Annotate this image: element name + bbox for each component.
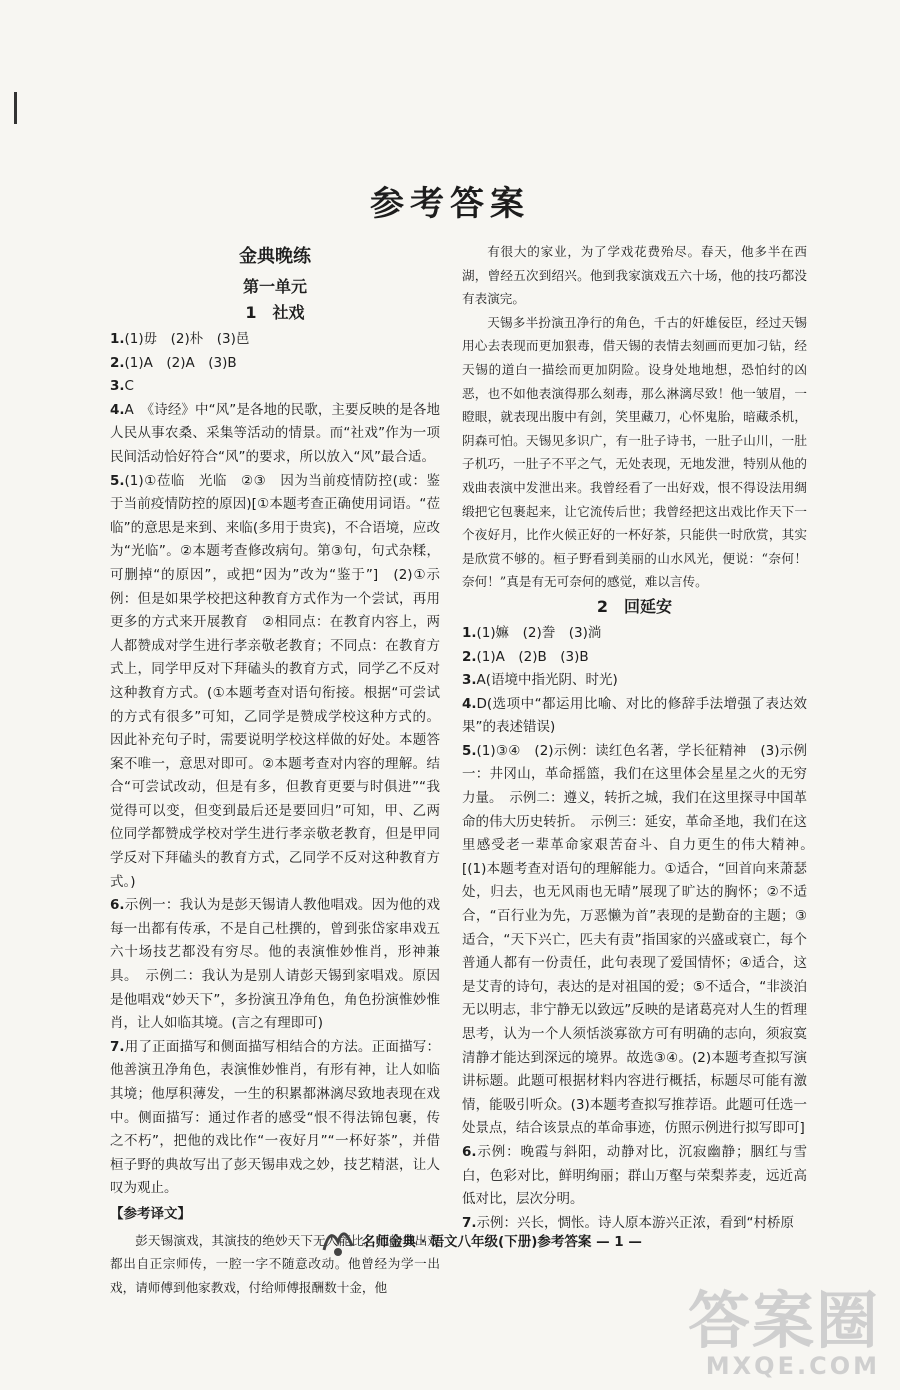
right-column [462, 240, 821, 1235]
answer-text: (1)A (2)A (3)B [124, 354, 237, 371]
answer-text: (1)嫲 (2)誊 (3)淌 [476, 624, 602, 641]
answer-item [110, 894, 440, 1036]
answer-number: 1. [462, 624, 477, 641]
answer-item [462, 669, 807, 693]
left-column [110, 240, 440, 1299]
answer-item [462, 1141, 807, 1212]
answer-number: 7. [110, 1038, 125, 1055]
answer-text: 示例一：我认为是彭天锡请人教他唱戏。因为他的戏每一出都有传承，不是自己杜撰的，曾到张岱家串戏五六十场技艺都没有穷尽。他的表演惟妙惟肖，形神兼具。 示例二：我认为是别人请彭天锡到家唱戏。原因是他唱戏“妙天下”，多扮演丑净角色，角色扮演惟妙惟肖，让人如临其境。(言之有理即可) [110, 897, 440, 1032]
answer-text: (1)③④ (2)示例：读红色名著，学长征精神 (3)示例一：井冈山，革命摇篮，我们在这里体会星星之火的无穷力量。 示例二：遵义，转折之城，我们在这里探寻中国革命的伟大历史转折。 示例三：延安，革命圣地，我们在这里感受老一辈革命家艰苦奋斗、自力更生的伟大精神。 [(1)本题考查对语句的理解能力。①适合，“回首向来萧瑟处，归去，也无风雨也无晴”展现了旷达的胸怀；②不适合，“百行业为先，万恶懒为首”表现的是勤奋的主题；③适合，“天下兴亡，匹夫有责”指国家的兴盛或衰亡，每个普通人都有一份责任，此句表现了爱国情怀；④适合，这是艾青的诗句，表达的是对祖国的爱；⑤不适合，“非淡泊无以明志，非宁静无以致远”反映的是诸葛亮对人生的哲理思考，认为一个人须恬淡寡欲方可有明确的志向，须寂寞清静才能达到深远的境界。故选③④。(2)本题考查拟写演讲标题。此题可根据材料内容进行概括，标题尽可能有激情，能吸引听众。(3)本题考查拟写推荐语。此题可任选一处景点，结合该景点的革命事迹，仿照示例进行拟写即可] [462, 742, 821, 1137]
answer-text: 用了正面描写和侧面描写相结合的方法。正面描写：他善演丑净角色，表演惟妙惟肖，有形有神，让人如临其境；他厚积薄发，一生的积累都淋漓尽致地表现在戏中。侧面描写：通过作者的感受“恨不得法锦包裹，传之不朽”，把他的戏比作“一夜好月”“一杯好茶”，并借桓子野的典故写出了彭天锡串戏之妙，技艺精湛，让人叹为观止。 [110, 1038, 440, 1197]
translation-text: 有很大的家业，为了学戏花费殆尽。春天，他多半在西湖，曾经五次到绍兴。他到我家演戏五六十场，他的技巧都没有表演完。 [462, 244, 807, 307]
translation-text: 彭天锡演戏，其演技的绝妙天下无人能比。他的每出戏都出自正宗师传，一腔一字不随意改动。他曾经为学一出戏，请师傅到他家教戏，付给师傅报酬数十金，他 [110, 1232, 440, 1295]
answer-text: C [124, 378, 134, 395]
answer-item [110, 470, 440, 895]
answer-item [110, 1036, 440, 1201]
answer-number: 2. [110, 354, 125, 371]
unit-title: 第一单元 [242, 277, 307, 296]
answer-number: 1. [110, 331, 125, 347]
answer-number: 5. [462, 742, 477, 759]
answer-number: 6. [110, 897, 125, 914]
answer-text: A 《诗经》中“风”是各地的民歌，主要反映的是各地人民从事农桑、采集等活动的情景。而“社戏”作为一项民间活动恰好符合“风”的要求，所以放入“风”最合适。 [110, 401, 440, 465]
page-title: 参考答案 [370, 184, 530, 224]
answer-number: 7. [462, 1214, 477, 1231]
answer-item [110, 375, 440, 399]
page-footer [0, 1218, 900, 1268]
section-title: 金典晚练 [239, 246, 311, 267]
answer-item [462, 622, 807, 646]
answer-number: 3. [462, 672, 477, 689]
answer-item [110, 328, 440, 352]
footer-caption: 名师金典 · 语文八年级(下册)参考答案 — 1 — [362, 1234, 642, 1250]
answer-number: 4. [462, 695, 477, 712]
watermark-sub: MXQE.COM [705, 1352, 880, 1380]
answer-number: 5. [110, 472, 125, 489]
answer-item [110, 352, 440, 376]
answer-text: (1)毋 (2)朴 (3)邑 [124, 331, 250, 347]
edge-mark [14, 92, 17, 124]
answer-number: 2. [462, 648, 477, 665]
answer-text: D(选项中“都运用比喻、对比的修辞手法增强了表达效果”的表述错误) [462, 695, 807, 736]
answer-item [462, 646, 807, 670]
watermark-logo [500, 1284, 880, 1385]
answer-item [110, 399, 440, 470]
translation-header: 【参考译文】 [110, 1205, 191, 1222]
answer-number: 4. [110, 401, 125, 418]
answer-number: 6. [462, 1143, 477, 1160]
answer-number: 3. [110, 378, 125, 395]
lesson-title: 1 社戏 [245, 303, 305, 322]
answer-text: 示例：晚霞与斜阳，动静对比，沉寂幽静；胭红与雪白，色彩对比，鲜明绚丽；群山万壑与荣梨荞麦，远近高低对比，层次分明。 [462, 1143, 807, 1208]
brand-logo-icon [318, 1220, 358, 1260]
answer-text: (1)①莅临 光临 ②③ 因为当前疫情防控(或：鉴于当前疫情防控的原因)[①本题考查正确使用词语。“莅临”的意思是来到、来临(多用于贵宾)，不合语境，应改为“光临”。②本题考查修改病句。第③句，句式杂糅，可删掉“的原因”，或把“因为”改为“鉴于”] (2)①示例：但是如果学校把这种教育方式作为一个尝试，再用更多的方式来开展教育 ②相同点：在教育内容上，两人都赞成对学生进行孝亲敬老教育；不同点：在教育方式上，同学甲反对下拜磕头的教育方式，同学乙不反对这种教育方式。(①本题考查对语句衔接。根据“可尝试的方式有很多”可知，乙同学是赞成学校这种方式的。因此补充句子时，需要说明学校这样做的好处。本题答案不唯一，意思对即可。②本题考查对内容的理解。结合“可尝试改动，但是有多，但教育更要与时俱进”“我觉得可以变，但变到最后还是要回归”可知，甲、乙两位同学都赞成学校对学生进行孝亲敬老教育，但是甲同学反对下拜磕头的教育方式，乙同学不反对这种教育方式。) [110, 472, 440, 890]
answer-text: A(语境中指光阴、时光) [476, 672, 618, 689]
answer-item [462, 693, 807, 740]
answer-item [462, 740, 821, 1141]
watermark-main: 答案圈 [687, 1284, 880, 1357]
answer-text: 示例：兴长，惆怅。诗人原本游兴正浓，看到“村桥原 [476, 1214, 795, 1231]
translation-text: 天锡多半扮演丑净行的角色，千古的奸雄佞臣，经过天锡用心去表现而更加狠毒，借天锡的表情去刻画而更加刁钻，经天锡的道白一描绘而更加阴险。设身处地地想，恐怕纣的凶恶，也不如他表演得那么刻毒，那么淋漓尽致！他一皱眉，一瞪眼，就表现出腹中有剑，笑里藏刀，心怀鬼胎，暗藏杀机，阴森可怕。天锡见多识广，有一肚子诗书，一肚子山川，一肚子机巧，一肚子不平之气，无处表现，无地发泄，特别从他的戏曲表演中发泄出来。我曾经看了一出好戏，恨不得设法用绸缎把它包裹起来，让它流传后世；我曾经把这出戏比作天下一个夜好月，比作火候正好的一杯好茶，只能供一时欣赏，其实是欣赏不够的。桓子野看到美丽的山水风光，便说：“奈何！奈何！”真是有无可奈何的感觉，难以言传。 [462, 314, 807, 590]
lesson-title: 2 回延安 [596, 596, 673, 616]
answer-text: (1)A (2)B (3)B [476, 648, 589, 665]
